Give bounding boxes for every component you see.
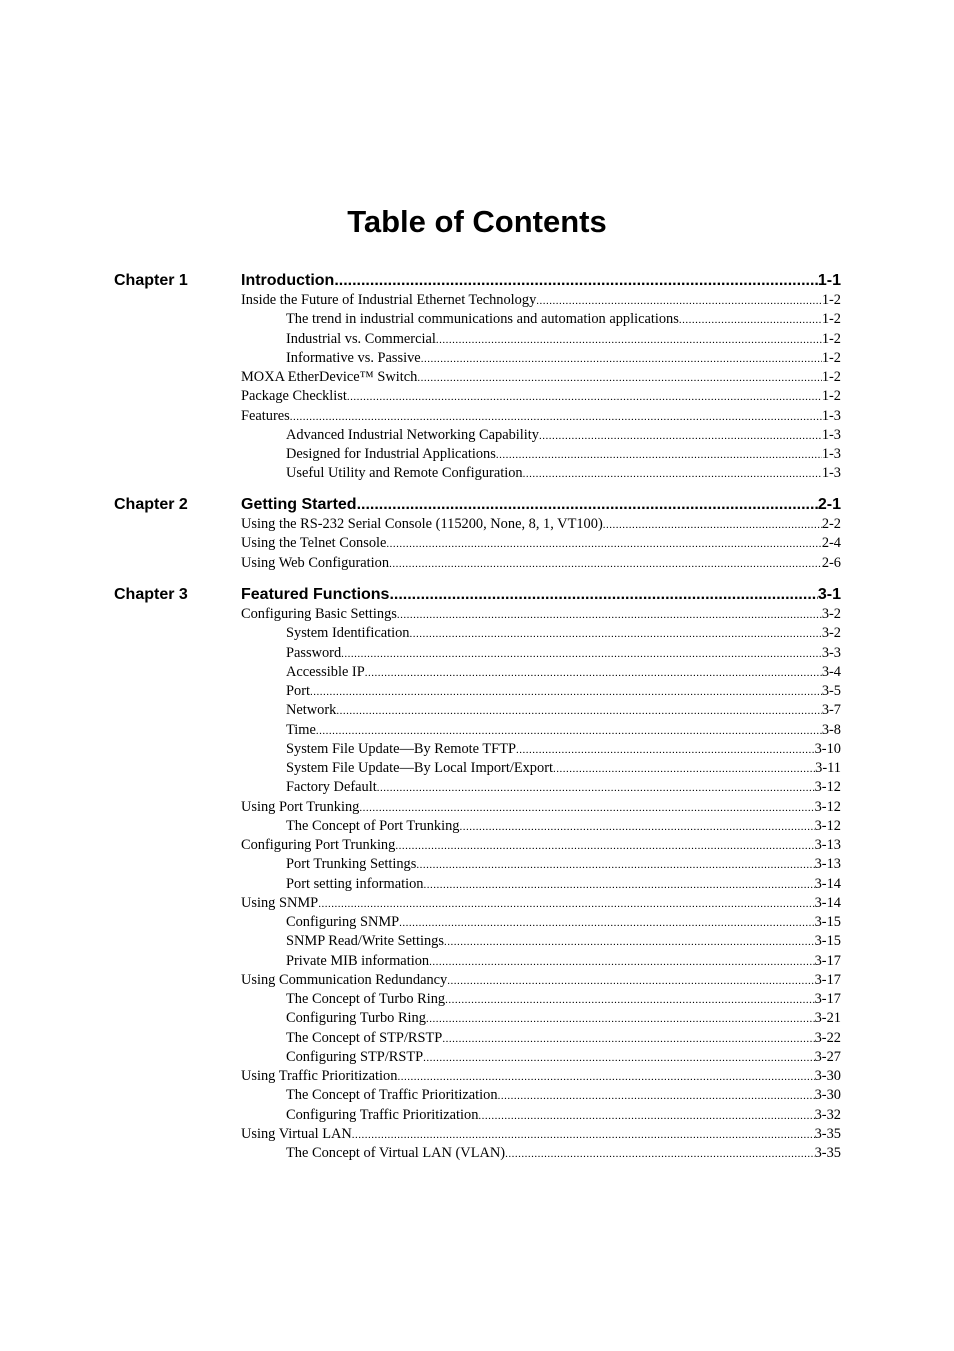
page-title: Table of Contents [347,204,607,239]
toc-subsection-entry[interactable] [286,663,841,683]
dot-leader [442,1030,814,1049]
toc-subsection-entry[interactable] [286,445,841,465]
toc-section-entry[interactable] [241,971,841,991]
toc-subsection-entry[interactable] [286,817,841,837]
toc-subsection-entry-page-number: 3-30 [814,1087,841,1103]
toc-subsection-entry-text: Port Trunking Settings [286,856,417,872]
toc-section-entry[interactable] [241,894,841,914]
toc-subsection-entry[interactable] [286,1086,841,1106]
toc-section-entry[interactable] [241,515,841,535]
toc-subsection-entry-text: Configuring SNMP [286,914,400,930]
dot-leader [423,1049,814,1068]
dot-leader [397,606,822,625]
toc-subsection-entry-page-number: 3-12 [814,779,841,795]
dot-leader [336,702,821,721]
toc-section-entry[interactable] [241,387,841,407]
dot-leader [416,856,814,875]
toc-subsection-entry[interactable] [286,932,841,952]
toc-subsection-entry[interactable] [286,330,841,350]
toc-subsection-entry-page-number: 1-2 [821,350,841,366]
toc-section-entry[interactable] [241,407,841,427]
toc-subsection-entry-page-number: 3-21 [814,1010,841,1026]
toc-subsection-entry-text: Port [286,683,310,699]
toc-subsection-entry[interactable] [286,644,841,664]
toc-subsection-entry-text: System File Update—By Remote TFTP [286,741,516,757]
toc-subsection-entry-text: Network [286,702,337,718]
toc-section-entry[interactable] [241,1125,841,1145]
chapter-title-entry-text: Introduction [241,272,335,289]
toc-subsection-entry-page-number: 1-2 [821,331,841,347]
toc-subsection-entry-page-number: 3-35 [814,1145,841,1161]
dot-leader [357,495,818,515]
dot-leader [478,1107,814,1126]
toc-section-entry[interactable] [241,605,841,625]
toc-subsection-entry-page-number: 3-15 [814,933,841,949]
toc-section-entry-text: Using Traffic Prioritization [241,1068,398,1084]
toc-subsection-entry[interactable] [286,701,841,721]
toc-subsection-entry[interactable] [286,952,841,972]
toc-subsection-entry-text: Informative vs. Passive [286,350,421,366]
chapter-title-entry-page-number: 2-1 [817,496,841,513]
toc-section-entry[interactable] [241,291,841,311]
toc-subsection-entry-text: Password [286,645,342,661]
toc-subsection-entry-text: The Concept of Virtual LAN (VLAN) [286,1145,506,1161]
toc-subsection-entry-text: Factory Default [286,779,377,795]
dot-leader [539,427,822,446]
toc-section-entry[interactable] [241,554,841,574]
dot-leader [553,760,815,779]
toc-subsection-entry-page-number: 1-3 [821,446,841,462]
chapter-title-entry[interactable] [241,495,841,515]
dot-leader [679,311,822,330]
chapter-title-entry-text: Featured Functions [241,586,390,603]
toc-section-entry-text: Configuring Port Trunking [241,837,396,853]
toc-subsection-entry[interactable] [286,759,841,779]
dot-leader [389,555,822,574]
toc-subsection-entry-page-number: 3-15 [814,914,841,930]
toc-section-entry[interactable] [241,1067,841,1087]
toc-subsection-entry[interactable] [286,349,841,369]
toc-subsection-entry-page-number: 1-3 [821,427,841,443]
toc-section-entry-text: Using the Telnet Console [241,535,387,551]
toc-subsection-entry[interactable] [286,1106,841,1126]
toc-section-entry-page-number: 3-14 [814,895,841,911]
toc-subsection-entry-page-number: 3-17 [814,991,841,1007]
toc-section-entry-text: Using the RS-232 Serial Console (115200, None, 8, 1, VT100) [241,516,603,532]
toc-section-entry-page-number: 3-2 [821,606,841,622]
toc-section-entry-text: Features [241,408,290,424]
toc-subsection-entry-page-number: 3-11 [815,760,841,776]
toc-subsection-entry-page-number: 1-2 [821,311,841,327]
toc-subsection-entry-text: The Concept of STP/RSTP [286,1030,443,1046]
toc-subsection-entry-page-number: 3-17 [814,953,841,969]
dot-leader [389,585,817,605]
toc-subsection-entry-page-number: 3-5 [821,683,841,699]
dot-leader [347,388,822,407]
toc-subsection-entry-text: Accessible IP [286,664,365,680]
toc-section-entry-page-number: 1-3 [821,408,841,424]
dot-leader [397,1068,814,1087]
toc-subsection-entry[interactable] [286,1048,841,1068]
toc-section-entry-page-number: 3-35 [814,1126,841,1142]
toc-section-entry[interactable] [241,534,841,554]
dot-leader [445,991,815,1010]
toc-subsection-entry-page-number: 3-22 [814,1030,841,1046]
toc-section-entry-page-number: 1-2 [821,388,841,404]
toc-subsection-entry-text: Port setting information [286,876,424,892]
toc-section-entry-page-number: 2-2 [821,516,841,532]
toc-subsection-entry-text: Designed for Industrial Applications [286,446,496,462]
toc-subsection-entry-page-number: 3-14 [814,876,841,892]
toc-section-entry-page-number: 2-6 [821,555,841,571]
toc-section-entry-text: Inside the Future of Industrial Ethernet Technology [241,292,537,308]
toc-subsection-entry[interactable] [286,310,841,330]
dot-leader [386,535,821,554]
dot-leader [424,876,815,895]
dot-leader [365,664,822,683]
dot-leader [318,895,814,914]
toc-section-entry-text: Package Checklist [241,388,347,404]
toc-subsection-entry-text: The Concept of Port Trunking [286,818,460,834]
toc-subsection-entry-text: System Identification [286,625,410,641]
toc-subsection-entry-text: Private MIB information [286,953,430,969]
toc-subsection-entry-text: The trend in industrial communications and automation applications [286,311,679,327]
toc-subsection-entry-page-number: 3-27 [814,1049,841,1065]
toc-subsection-entry-page-number: 3-4 [821,664,841,680]
toc-section-entry-text: Using Web Configuration [241,555,390,571]
chapter-title-entry-page-number: 1-1 [817,272,841,289]
toc-section-entry-text: Using Virtual LAN [241,1126,352,1142]
toc-subsection-entry-text: The Concept of Traffic Prioritization [286,1087,498,1103]
toc-subsection-entry-page-number: 3-7 [821,702,841,718]
toc-section-entry-page-number: 1-2 [821,292,841,308]
dot-leader [310,683,822,702]
toc-subsection-entry-text: Advanced Industrial Networking Capability [286,427,539,443]
toc-subsection-entry-page-number: 3-32 [814,1107,841,1123]
toc-section-entry[interactable] [241,836,841,856]
dot-leader [523,465,822,484]
chapter-label: Chapter 2 [114,496,188,513]
dot-leader [395,837,814,856]
chapter-title-entry-page-number: 3-1 [817,586,841,603]
toc-subsection-entry-text: Configuring STP/RSTP [286,1049,424,1065]
toc-subsection-entry[interactable] [286,1009,841,1029]
toc-section-entry-text: Using Port Trunking [241,799,360,815]
dot-leader [603,516,822,535]
dot-leader [341,645,822,664]
dot-leader [290,408,822,427]
toc-subsection-entry[interactable] [286,855,841,875]
toc-subsection-entry[interactable] [286,426,841,446]
toc-subsection-entry[interactable] [286,464,841,484]
toc-subsection-entry-text: SNMP Read/Write Settings [286,933,444,949]
toc-subsection-entry-text: Configuring Turbo Ring [286,1010,426,1026]
dot-leader [334,271,818,291]
toc-subsection-entry[interactable] [286,1029,841,1049]
toc-section-entry-page-number: 3-17 [814,972,841,988]
dot-leader [516,741,815,760]
chapter-title-entry[interactable] [241,271,841,291]
dot-leader [447,972,814,991]
chapter-label: Chapter 1 [114,272,188,289]
toc-subsection-entry-text: Useful Utility and Remote Configuration [286,465,523,481]
toc-section-entry[interactable] [241,798,841,818]
chapter-title-entry[interactable] [241,585,841,605]
toc-subsection-entry[interactable] [286,990,841,1010]
toc-section-entry-text: Using Communication Redundancy [241,972,448,988]
chapter-label: Chapter 3 [114,586,188,603]
toc-subsection-entry-page-number: 1-3 [821,465,841,481]
toc-subsection-entry[interactable] [286,913,841,933]
toc-subsection-entry-text: Industrial vs. Commercial [286,331,436,347]
dot-leader [496,446,822,465]
dot-leader [505,1145,815,1164]
dot-leader [498,1087,815,1106]
toc-subsection-entry[interactable] [286,778,841,798]
toc-section-entry[interactable] [241,368,841,388]
toc-subsection-entry-page-number: 3-13 [814,856,841,872]
dot-leader [429,953,815,972]
dot-leader [426,1010,815,1029]
toc-subsection-entry[interactable] [286,682,841,702]
toc-section-entry-page-number: 3-12 [814,799,841,815]
chapter-title-entry-text: Getting Started [241,496,357,513]
toc-subsection-entry[interactable] [286,740,841,760]
toc-section-entry-text: Configuring Basic Settings [241,606,397,622]
toc-subsection-entry-page-number: 3-10 [814,741,841,757]
toc-subsection-entry-text: System File Update—By Local Import/Export [286,760,553,776]
dot-leader [316,722,822,741]
toc-subsection-entry-text: The Concept of Turbo Ring [286,991,446,1007]
toc-section-entry-page-number: 3-13 [814,837,841,853]
toc-subsection-entry[interactable] [286,721,841,741]
dot-leader [399,914,814,933]
toc-subsection-entry[interactable] [286,875,841,895]
dot-leader [417,369,821,388]
dot-leader [444,933,815,952]
toc-section-entry-text: MOXA EtherDevice™ Switch [241,369,418,385]
dot-leader [536,292,822,311]
toc-section-entry-page-number: 2-4 [821,535,841,551]
dot-leader [436,331,822,350]
toc-section-entry-text: Using SNMP [241,895,319,911]
toc-subsection-entry-text: Configuring Traffic Prioritization [286,1107,479,1123]
toc-section-entry-page-number: 1-2 [821,369,841,385]
dot-leader [460,818,815,837]
dot-leader [359,799,814,818]
toc-subsection-entry[interactable] [286,624,841,644]
toc-subsection-entry-page-number: 3-12 [814,818,841,834]
toc-subsection-entry[interactable] [286,1144,841,1164]
toc-section-entry-page-number: 3-30 [814,1068,841,1084]
toc-subsection-entry-page-number: 3-2 [821,625,841,641]
dot-leader [421,350,822,369]
dot-leader [410,625,822,644]
toc-subsection-entry-text: Time [286,722,316,738]
toc-subsection-entry-page-number: 3-3 [821,645,841,661]
dot-leader [352,1126,815,1145]
dot-leader [377,779,815,798]
toc-subsection-entry-page-number: 3-8 [821,722,841,738]
